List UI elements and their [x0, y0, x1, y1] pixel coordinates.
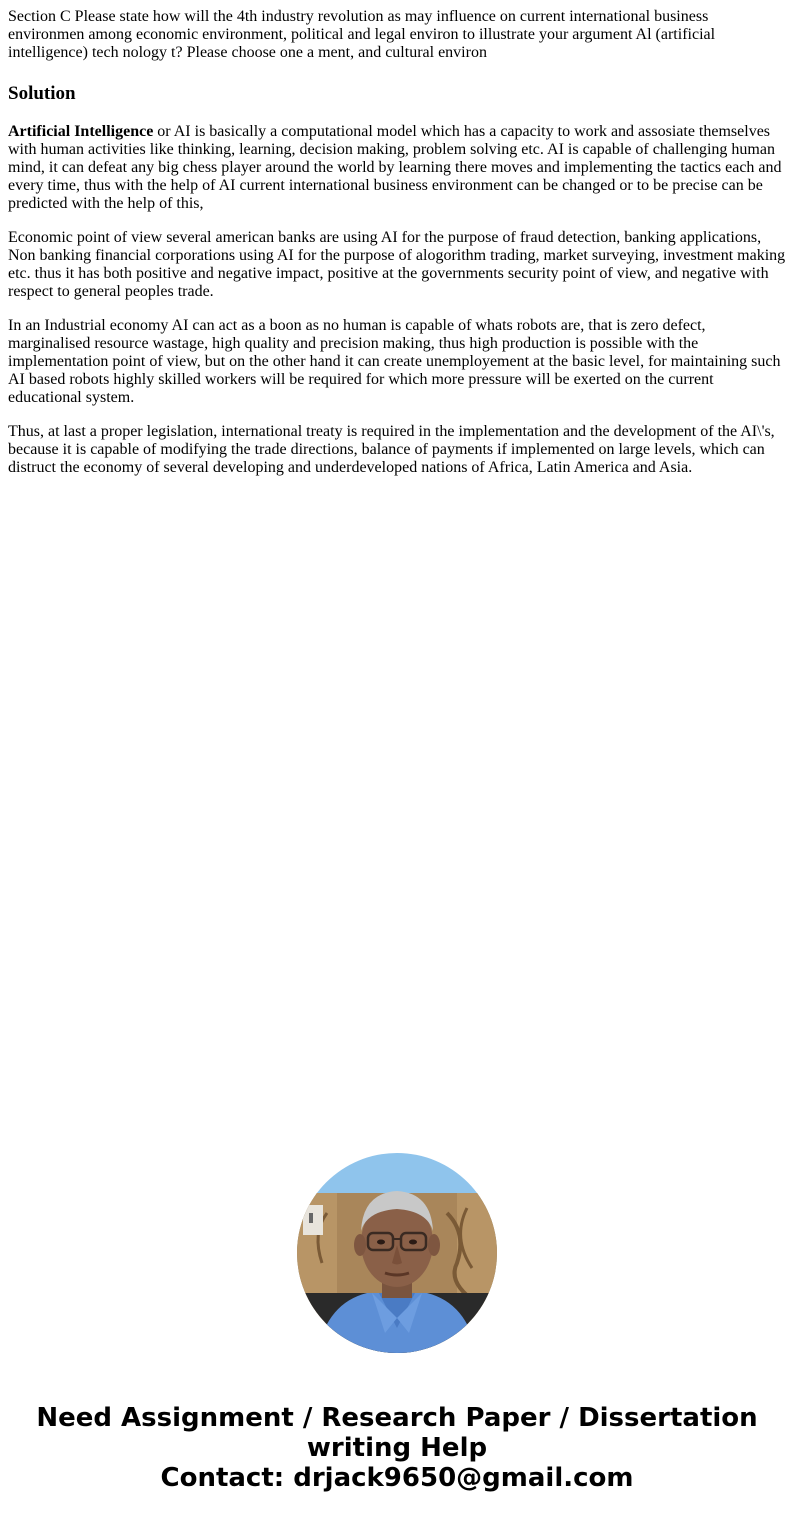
paragraph-4: Thus, at last a proper legislation, international treaty is required in the implementation and the development of the AI\'s, because it is capable of modifying the trade directions, balance of payments if implemented on large levels, which can distruct the economy of several developing and underdeveloped nations of Africa, Latin America and Asia.	[8, 423, 775, 476]
person-photo-icon	[297, 1153, 497, 1353]
promo-contact-line: Contact: drjack9650@gmail.com	[160, 1463, 634, 1493]
document-body	[8, 8, 786, 493]
paragraph-1-text: or AI is basically a computational model which has a capacity to work and assosiate themselves with human activities like thinking, learning, decision making, problem solving etc. AI is capable of challenging human mind, it can defeat any big chess player around the world by learning there moves and implementing the tactics each and every time, thus with the help of AI current international business environment can be changed or to be precise can be predicted with the help of this,	[8, 123, 782, 212]
paragraph-1	[8, 123, 786, 213]
solution-heading: Solution	[8, 83, 76, 104]
promo-banner	[0, 1403, 794, 1493]
promo-line-2: writing Help	[306, 1433, 488, 1463]
paragraph-2: Economic point of view several american banks are using AI for the purpose of fraud detection, banking applications, Non banking financial corporations using AI for the purpose of alogorithm trading, market surveying, investment making etc. thus it has both positive and negative impact, positive at the governments security point of view, and negative with respect to general peoples trade.	[8, 229, 786, 300]
question-text: Section C Please state how will the 4th industry revolution as may influence on current international business environmen among economic environment, political and legal environ to illustrate your argument Al (artificial intelligence) tech nology t? Please choose one a ment, and cultural environ	[8, 8, 716, 61]
author-avatar	[297, 1153, 497, 1353]
paragraph-3: In an Industrial economy AI can act as a boon as no human is capable of whats robots are, that is zero defect, marginalised resource wastage, high quality and precision making, thus high production is possible with the implementation point of view, but on the other hand it can create unemployement at the basic level, for maintaining such AI based robots highly skilled workers will be required for which more pressure will be exerted on the current educational system.	[8, 317, 781, 406]
term-artificial-intelligence: Artificial Intelligence	[8, 123, 154, 140]
promo-line-1: Need Assignment / Research Paper / Dissertation	[36, 1403, 758, 1433]
